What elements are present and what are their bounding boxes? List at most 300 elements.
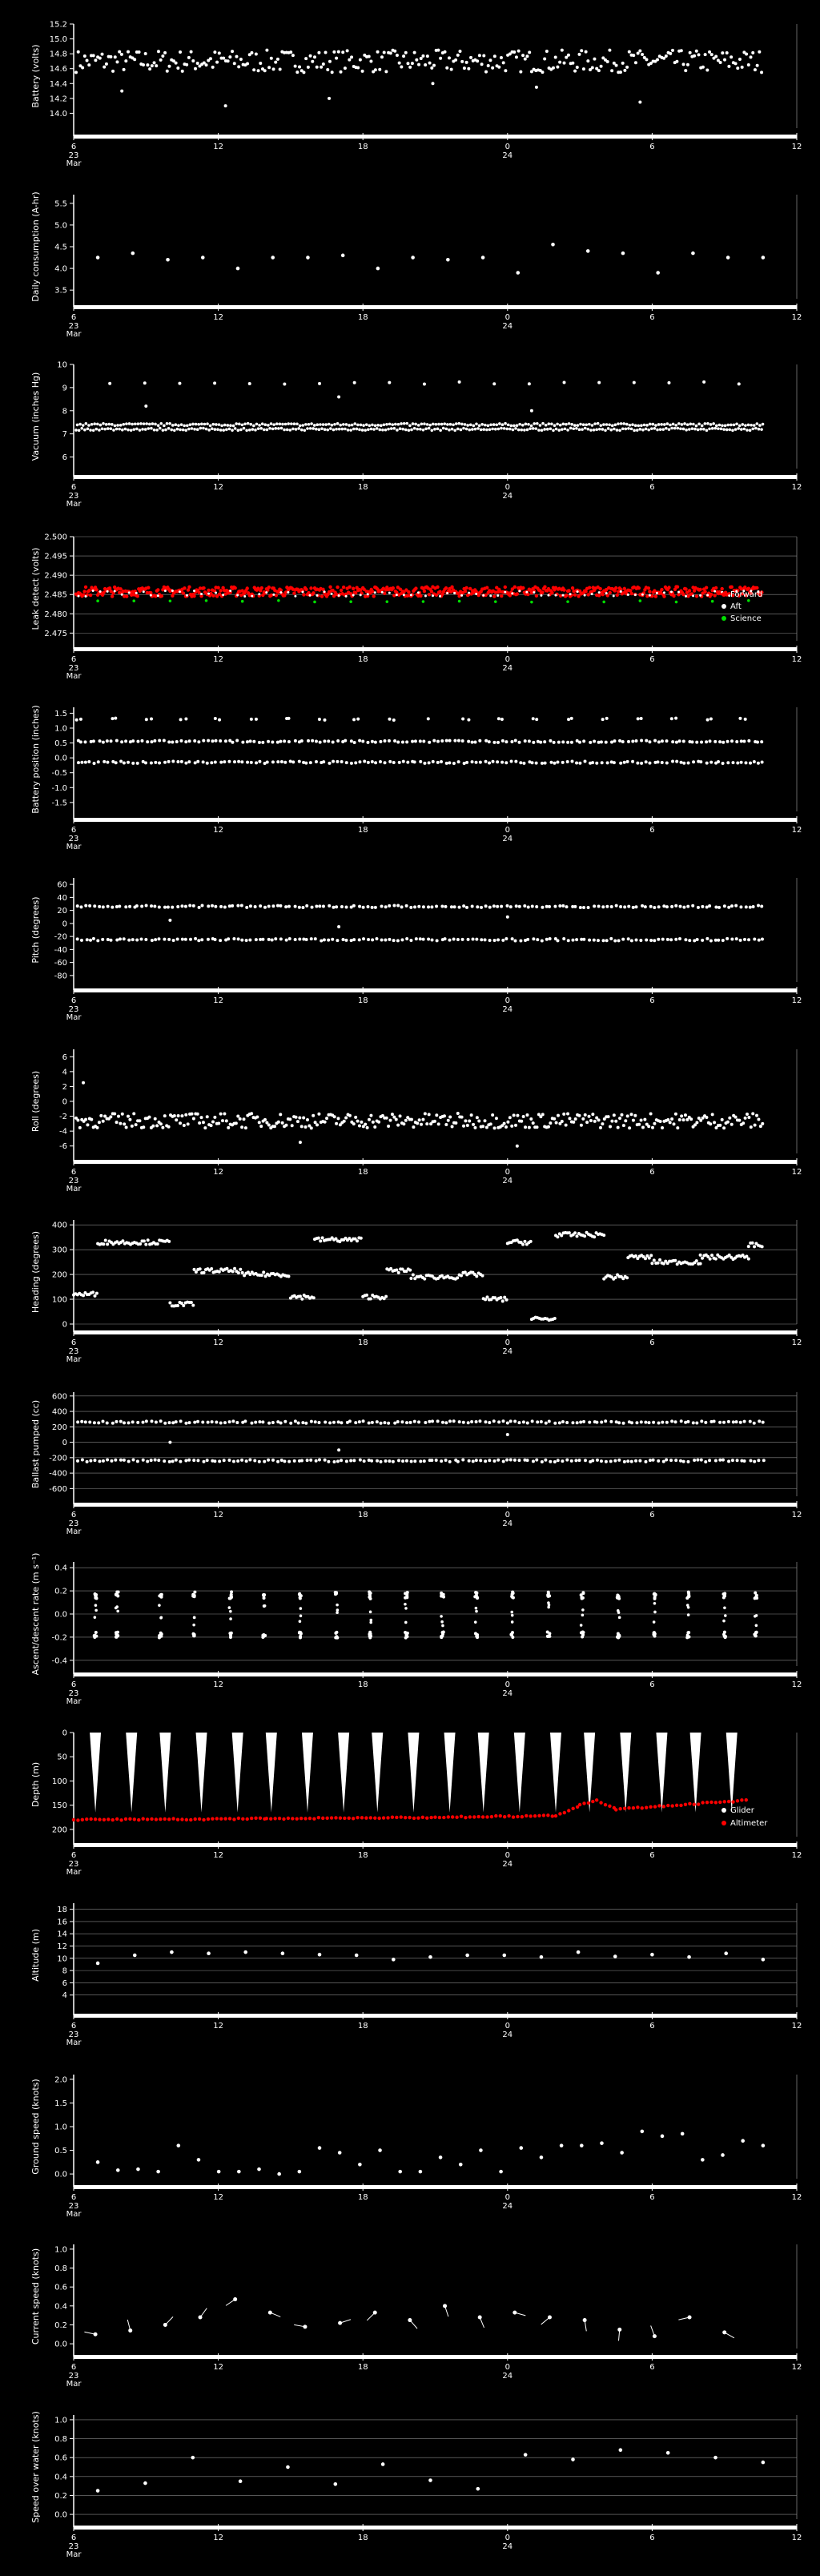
data-point (506, 1422, 509, 1425)
data-point (351, 424, 354, 427)
data-point (396, 939, 400, 942)
data-point (106, 1242, 109, 1246)
y-tick-label: 300 (51, 1246, 67, 1255)
data-point (217, 2170, 221, 2174)
data-point (747, 1245, 750, 1248)
data-point (465, 761, 468, 764)
data-point (525, 1113, 529, 1117)
data-point (255, 423, 259, 426)
data-point (419, 594, 422, 598)
data-point (121, 429, 124, 432)
data-point (356, 1239, 359, 1242)
data-point (502, 1419, 505, 1423)
data-point (593, 422, 597, 425)
data-point (492, 1419, 496, 1423)
data-point (352, 587, 355, 590)
data-point (752, 905, 755, 908)
data-point (432, 594, 434, 597)
data-point (265, 1817, 268, 1820)
data-point (124, 428, 127, 431)
data-point (261, 422, 264, 425)
data-point (187, 588, 190, 591)
data-point (464, 590, 467, 593)
data-point (460, 594, 463, 597)
data-point (360, 1121, 363, 1124)
data-point (140, 904, 143, 908)
data-point (441, 1421, 444, 1424)
x-tick-label: 18 (357, 2022, 368, 2031)
data-point (650, 1953, 654, 1957)
data-point (647, 1125, 650, 1128)
data-point (475, 1607, 478, 1610)
data-point (250, 1817, 253, 1820)
data-point (163, 51, 167, 54)
data-point (708, 1459, 711, 1462)
data-point (745, 905, 748, 908)
data-point (211, 904, 214, 908)
data-point (187, 1459, 191, 1462)
data-point (720, 587, 723, 590)
data-point (373, 1125, 376, 1129)
data-point (451, 428, 454, 431)
data-point (680, 761, 683, 764)
data-point (316, 1123, 319, 1126)
data-point (358, 1420, 361, 1423)
data-point (605, 1460, 608, 1463)
data-point (418, 1118, 421, 1121)
data-point (155, 1817, 158, 1821)
data-point (131, 1420, 135, 1423)
data-point (93, 762, 96, 765)
data-point (150, 1817, 153, 1821)
y-tick-label: 200 (51, 1423, 67, 1432)
y-tick-label: 8 (62, 407, 67, 417)
data-point (374, 591, 376, 594)
data-point (287, 717, 291, 720)
data-point (194, 1817, 197, 1821)
data-point (643, 424, 646, 427)
data-point (470, 1420, 473, 1423)
y-tick-label: 2 (62, 1082, 67, 1092)
data-point (550, 591, 553, 594)
data-point (299, 1635, 302, 1638)
data-point (593, 904, 596, 908)
data-point (570, 423, 573, 426)
data-point (120, 90, 123, 93)
x-tick-label: 12 (213, 143, 223, 151)
data-point (409, 939, 412, 942)
data-point (488, 58, 492, 62)
x-tick-label: 6 (649, 1511, 655, 1519)
data-point (601, 593, 604, 596)
data-point (115, 1607, 118, 1610)
data-point (249, 739, 252, 743)
data-point (671, 759, 674, 763)
data-point (218, 718, 221, 722)
data-point (250, 718, 253, 721)
data-point (199, 427, 203, 430)
data-point (633, 429, 636, 433)
data-point (699, 1254, 702, 1257)
y-tick-label: 0 (62, 1439, 67, 1448)
data-point (540, 594, 542, 597)
data-point (254, 429, 257, 432)
data-point (709, 761, 713, 764)
data-point (753, 1245, 756, 1248)
data-point (133, 1817, 136, 1821)
data-point (141, 428, 144, 431)
x-day-label: 24 (502, 492, 513, 501)
data-point (492, 594, 496, 598)
x-month-label: Mar (66, 843, 82, 851)
data-point (541, 762, 544, 765)
data-point (607, 1115, 610, 1118)
data-point (689, 423, 692, 426)
data-point (377, 1121, 380, 1124)
data-point (761, 938, 764, 941)
data-point (635, 1421, 638, 1424)
data-point (270, 594, 273, 597)
data-point (166, 258, 170, 262)
data-point (512, 429, 515, 432)
data-point (423, 590, 426, 593)
data-point (117, 1591, 120, 1594)
data-point (726, 937, 729, 940)
data-point (86, 1460, 89, 1463)
data-point (96, 939, 99, 942)
data-point (666, 1804, 669, 1807)
data-point (354, 1421, 357, 1424)
x-day-label: 24 (502, 664, 513, 673)
data-point (718, 1459, 722, 1462)
data-point (689, 1117, 693, 1121)
data-point (369, 1592, 372, 1595)
data-point (352, 1817, 355, 1820)
x-day-label: 24 (502, 2372, 513, 2381)
data-point (356, 1816, 359, 1819)
data-point (215, 591, 217, 594)
data-point (119, 937, 122, 940)
data-point (709, 939, 713, 942)
data-point (408, 424, 412, 427)
data-point (164, 590, 167, 592)
y-tick-label: 15.0 (49, 35, 67, 45)
data-point (116, 1594, 119, 1597)
data-point (315, 428, 318, 431)
data-point (671, 740, 674, 743)
data-point (517, 1421, 521, 1424)
data-point (475, 1274, 478, 1278)
data-point (641, 1125, 645, 1129)
data-point (615, 1420, 618, 1423)
data-point (567, 1809, 570, 1812)
data-point (190, 50, 193, 54)
data-point (107, 423, 111, 426)
data-point (191, 427, 194, 430)
data-point (428, 1420, 431, 1423)
data-point (198, 1817, 201, 1821)
data-point (617, 1421, 621, 1424)
data-point (582, 938, 585, 941)
data-point (663, 423, 666, 426)
y-tick-label: 8 (62, 1966, 67, 1976)
data-point (730, 55, 733, 58)
data-point (299, 1614, 303, 1617)
data-point (276, 904, 279, 908)
data-point (159, 1594, 163, 1597)
data-point (649, 423, 652, 426)
data-point (143, 590, 145, 593)
data-point (616, 1596, 619, 1600)
data-point (367, 938, 370, 941)
data-point (236, 904, 239, 908)
data-point (248, 938, 251, 941)
data-point (225, 1119, 228, 1122)
data-point (432, 64, 436, 67)
data-point (307, 739, 310, 743)
x-tick-label: 6 (70, 1680, 77, 1689)
data-point (339, 1816, 342, 1819)
data-point (605, 741, 608, 744)
data-point (492, 904, 496, 908)
data-point (709, 1258, 712, 1261)
data-point (745, 52, 748, 55)
x-tick-label: 12 (791, 2363, 802, 2372)
data-point (422, 739, 425, 743)
data-point (536, 938, 539, 941)
y-tick-label: -2 (59, 1113, 67, 1122)
data-point (330, 1816, 333, 1819)
data-point (641, 429, 645, 432)
data-point (148, 423, 151, 426)
y-tick-label: 60 (57, 880, 67, 890)
data-point (605, 592, 608, 594)
data-point (207, 1421, 210, 1424)
data-point (211, 1420, 214, 1423)
y-tick-label: -1.5 (51, 799, 67, 808)
data-point (548, 1594, 551, 1597)
data-point (110, 739, 113, 743)
data-point (741, 423, 744, 426)
data-point (188, 1421, 191, 1424)
data-point (726, 51, 729, 54)
data-point (585, 423, 588, 426)
data-point (411, 62, 414, 65)
data-point (636, 1805, 639, 1809)
data-point (419, 1459, 422, 1463)
data-point (247, 422, 250, 425)
y-tick-label: 14.8 (49, 50, 67, 59)
data-point (722, 1592, 726, 1596)
data-point (679, 1804, 682, 1807)
data-point (136, 2167, 140, 2171)
y-tick-label: 0.6 (54, 2283, 67, 2292)
data-point (153, 429, 156, 432)
data-point (567, 589, 570, 592)
data-point (368, 1421, 371, 1424)
data-point (613, 1459, 617, 1463)
data-point (379, 1460, 382, 1463)
data-point (432, 739, 436, 743)
data-point (298, 1592, 301, 1596)
data-point (396, 594, 398, 596)
data-point (399, 1114, 402, 1117)
data-point (632, 1806, 635, 1809)
data-point (440, 760, 443, 763)
data-point (706, 718, 709, 722)
data-point (421, 1816, 424, 1819)
data-point (417, 905, 420, 908)
data-point (468, 592, 470, 594)
data-point (639, 599, 642, 602)
data-point (309, 427, 312, 430)
data-point (649, 594, 651, 597)
data-point (569, 593, 572, 595)
data-point (180, 760, 183, 763)
data-point (419, 428, 422, 431)
data-point (557, 429, 561, 432)
data-point (210, 761, 213, 764)
data-point (458, 1420, 461, 1423)
data-point (580, 2143, 584, 2147)
data-point (435, 1113, 438, 1117)
data-point (370, 428, 373, 431)
data-point (291, 1124, 294, 1127)
data-point (641, 53, 644, 56)
data-point (670, 1419, 673, 1423)
data-point (419, 937, 422, 940)
data-point (358, 739, 361, 743)
data-point (561, 740, 565, 743)
data-point (185, 63, 188, 66)
data-point (150, 718, 153, 721)
data-point (674, 938, 677, 941)
data-point (624, 1119, 627, 1122)
data-point (618, 1807, 621, 1810)
data-point (662, 1805, 665, 1808)
data-point (97, 760, 100, 763)
data-point (406, 62, 409, 65)
data-point (398, 62, 401, 65)
data-point (182, 429, 185, 432)
data-point (92, 739, 95, 743)
data-point (496, 938, 500, 941)
data-point (324, 423, 328, 426)
x-tick-label: 12 (791, 483, 802, 492)
data-point (657, 1459, 660, 1463)
data-point (155, 64, 158, 67)
data-point (124, 739, 127, 743)
data-point (695, 594, 698, 598)
data-point (388, 760, 392, 763)
data-point (376, 267, 380, 271)
data-point (161, 1126, 164, 1129)
data-point (749, 429, 752, 432)
data-point (252, 425, 255, 428)
data-point (484, 1459, 487, 1463)
data-point (332, 760, 335, 763)
data-point (263, 1604, 267, 1608)
data-point (267, 1459, 270, 1462)
x-tick-label: 6 (649, 2534, 655, 2542)
data-point (107, 590, 109, 593)
data-point (472, 1815, 476, 1818)
data-point (476, 1116, 479, 1119)
data-point (168, 1441, 171, 1444)
data-point (585, 50, 588, 54)
data-point (535, 427, 538, 430)
data-point (224, 739, 227, 743)
data-point (718, 906, 721, 909)
data-point (327, 939, 330, 942)
data-point (468, 1815, 472, 1818)
data-point (387, 1422, 390, 1425)
data-point (663, 591, 665, 594)
data-point (230, 1590, 233, 1593)
data-point (236, 429, 239, 432)
data-point (89, 429, 92, 432)
data-point (171, 1421, 175, 1424)
data-point (531, 761, 534, 764)
data-point (481, 1125, 484, 1128)
data-point (118, 428, 121, 431)
data-point (222, 57, 225, 60)
x-month-label: Mar (66, 1185, 82, 1193)
x-tick-label: 12 (791, 2022, 802, 2031)
data-point (424, 1421, 427, 1424)
data-point (573, 1231, 577, 1234)
data-point (260, 1274, 263, 1277)
data-point (183, 1124, 186, 1127)
x-tick-label: 0 (504, 143, 510, 151)
data-point (424, 63, 427, 66)
x-month-label: Mar (66, 2039, 82, 2047)
data-point (762, 256, 766, 260)
data-point (696, 1459, 699, 1462)
x-day-label: 24 (502, 2542, 513, 2551)
data-point (94, 1817, 97, 1821)
data-point (136, 1459, 139, 1463)
data-point (718, 1124, 722, 1127)
data-point (597, 422, 600, 425)
data-point (497, 1420, 500, 1423)
data-point (654, 424, 657, 427)
data-point (289, 1422, 292, 1425)
data-point (660, 423, 663, 426)
data-point (358, 938, 361, 941)
data-point (553, 1117, 556, 1121)
x-day-label: 23 (68, 1177, 79, 1185)
data-point (417, 1420, 420, 1423)
data-point (159, 1122, 163, 1125)
current-vector (127, 2320, 130, 2331)
data-point (263, 423, 267, 426)
data-point (408, 1816, 411, 1819)
data-point (161, 54, 164, 58)
data-point (762, 2461, 766, 2465)
data-point (601, 718, 605, 721)
data-point (308, 1817, 312, 1820)
data-point (371, 424, 374, 427)
data-point (320, 594, 324, 598)
data-point (557, 1459, 560, 1462)
data-point (511, 1620, 514, 1624)
data-point (644, 1421, 647, 1424)
data-point (93, 1294, 96, 1298)
data-point (504, 761, 508, 764)
data-point (464, 586, 468, 590)
data-point (758, 50, 761, 54)
